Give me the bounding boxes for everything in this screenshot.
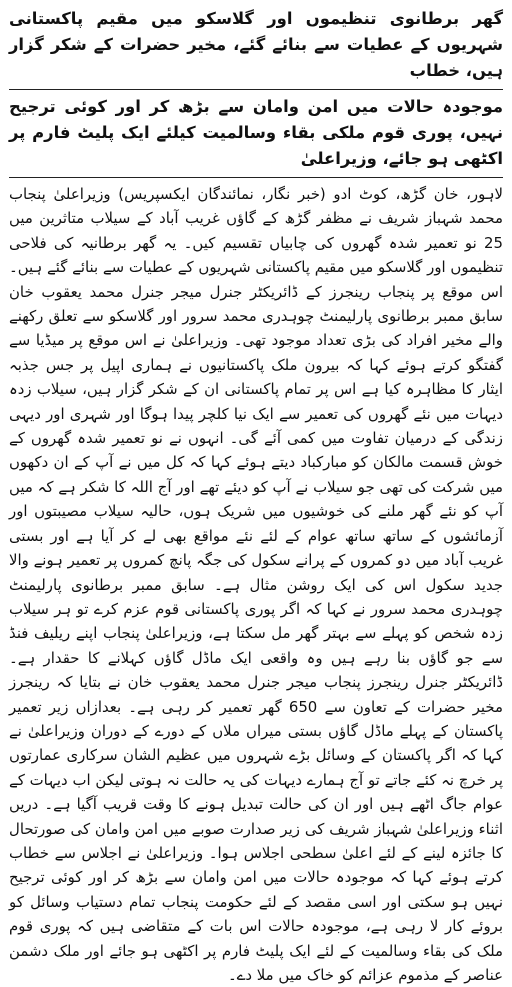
- divider: [9, 89, 503, 90]
- headline: گھر برطانوی تنظیموں اور گلاسکو میں مقیم پاکستانی شہریوں کے عطیات سے بنائے گئے، مخیر حضرات کے شکر گزار ہیں، خطاب: [9, 9, 503, 80]
- subheadline: موجودہ حالات میں امن وامان سے بڑھ کر اور کوئی ترجیح نہیں، پوری قوم ملکی بقاء وسالمیت کیلئے ایک پلیٹ فارم پر اکٹھی ہو جائے، وزیراعلیٰ: [9, 97, 503, 168]
- article-body: لاہور، خان گڑھ، کوٹ ادو (خبر نگار، نمائندگان ایکسپریس) وزیراعلیٰ پنجاب محمد شہباز شریف نے مظفر گڑھ کے گاؤں غریب آباد کے سیلاب متاثرین میں 25 نو تعمیر شدہ گھروں کی چابیاں تقسیم کیں۔ یہ گھر برطانیہ کی فلاحی تنظیموں اور گلاسکو میں مقیم پاکستانی شہریوں کے عطیات سے بنائے گئے ہیں۔ اس موقع پر پنجاب رینجرز کے ڈائریکٹر جنرل میجر جنرل محمد یعقوب خان سابق ممبر برطانوی پارلیمنٹ چوہدری محمد سرور اور گلاسکو سے تعلق رکھنے والے مخیر افراد کی بڑی تعداد موجود تھی۔ وزیراعلیٰ نے اس موقع پر میڈیا سے گفتگو کرتے ہوئے کہا کہ بیرون ملک پاکستانیوں نے ہماری اپیل پر جس جذبہ ایثار کا مظاہرہ کیا ہے اس پر تمام پاکستانی ان کے شکر گزار ہیں، سیلاب زدہ دیہات میں نئے گھروں کی تعمیر سے ایک نیا کلچر پیدا ہوگا اور شہری اور دیہی زندگی کے درمیان تفاوت میں کمی آئے گی۔ انہوں نے نو تعمیر شدہ گھروں کے خوش قسمت مالکان کو مبارکباد دیتے ہوئے کہا کہ کل میں نے آپ کے ان دکھوں میں شرکت کی تھی جو سیلاب نے آپ کو دیئے تھے اور آج اللہ کا شکر ہے کہ میں آپ کو نئے گھر ملنے کی خوشیوں میں شریک ہوں، حالیہ سیلاب مصیبتوں اور آزمائشوں کے ساتھ ساتھ عوام کے لئے نئے مواقع بھی لے کر آیا ہے اور بستی غریب آباد میں دو کمروں کے پرانے سکول کی جگہ پانچ کمروں پر تعمیر ہونے والا جدید سکول اس کی ایک روشن مثال ہے۔ سابق ممبر برطانوی پارلیمنٹ چوہدری محمد سرور نے کہا کہ اگر پوری پاکستانی قوم عزم کرے تو ہر سیلاب زدہ شخص کو پہلے سے بہتر گھر مل سکتا ہے، وزیراعلیٰ پنجاب اپنے ریلیف فنڈ سے جو گاؤں بنا رہے ہیں وہ واقعی ایک ماڈل گاؤں کہلانے کا حقدار ہے۔ ڈائریکٹر جنرل رینجرز پنجاب میجر جنرل محمد یعقوب خان نے بتایا کہ رینجرز مخیر حضرات کے تعاون سے 650 گھر تعمیر کر رہی ہے۔ بعدازاں زیر تعمیر پاکستان کے پہلے ماڈل گاؤں بستی میراں ملاں کے دورے کے دوران وزیراعلیٰ نے کہا کہ اگر پاکستان کے وسائل بڑے شہروں میں عظیم الشان سرکاری عمارتوں پر خرچ نہ کئے جاتے تو آج ہمارے دیہات کی یہ حالت نہ ہوتی لیکن اب دیہات کے عوام جاگ اٹھے ہیں اور ان کی حالت تبدیل ہونے کا وقت قریب آگیا ہے۔ دریں اثناء وزیراعلیٰ شہباز شریف کی زیر صدارت صوبے میں امن وامان کی صورتحال کا جائزہ لینے کے لئے اعلیٰ سطحی اجلاس ہوا۔ وزیراعلیٰ نے اجلاس سے خطاب کرتے ہوئے کہا کہ موجودہ حالات میں امن وامان سے بڑھ کر اور کوئی ترجیح نہیں ہو سکتی اور اسی مقصد کے لئے حکومت پنجاب تمام دستیاب وسائل کو بروئے کار لا رہی ہے، موجودہ حالات اس بات کے متقاضی ہیں کہ پوری قوم ملک کی بقاء وسالمیت کے لئے ایک پلیٹ فارم پر اکٹھی ہو جائے اور ملک دشمن عناصر کے مذموم عزائم کو خاک میں ملا دے۔: [9, 185, 504, 984]
- divider: [9, 177, 503, 178]
